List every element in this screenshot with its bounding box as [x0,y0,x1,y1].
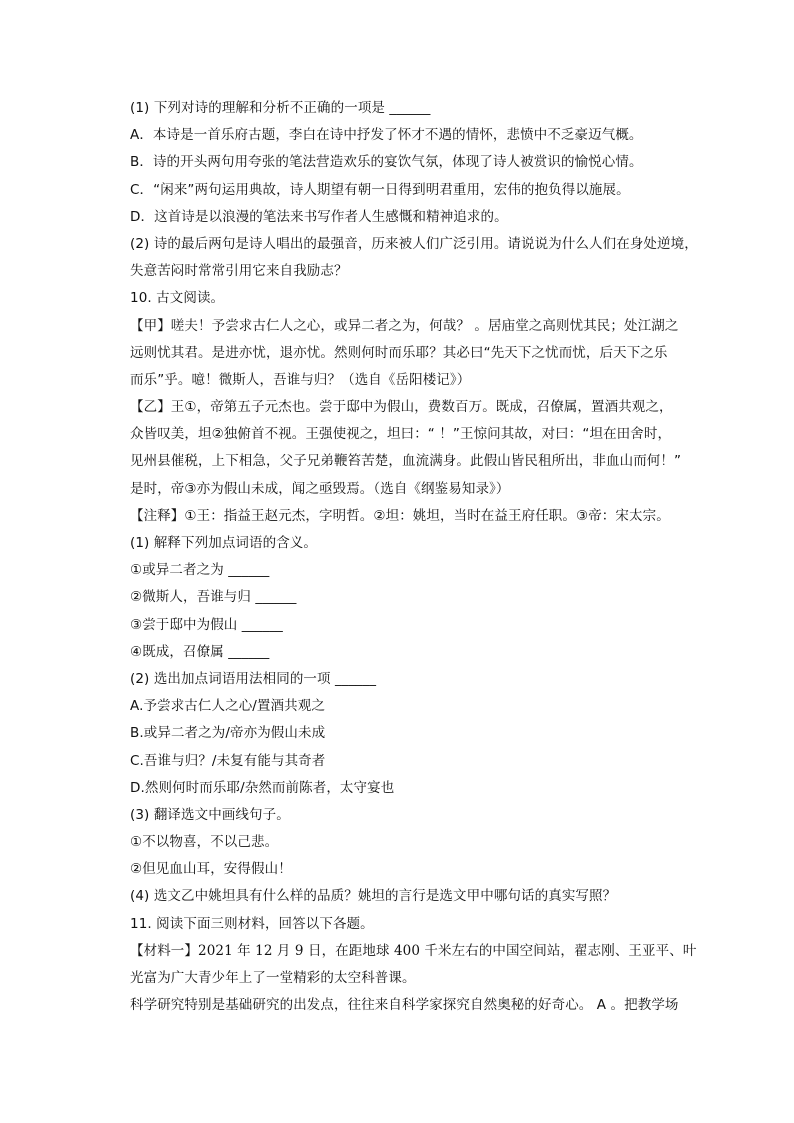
question-10-3-prompt: (3) 翻译选文中画线句子。 [130,806,290,823]
question-10-1-item-4: ④既成，召僚属 ______ [130,643,270,660]
passage-jia-line-2: 远则忧其君。是进亦忧，退亦忧。然则何时而乐耶？其必曰“先天下之忧而忧，后天下之乐 [130,344,668,361]
document-page [130,95,698,1019]
question-10-2-option-a: A.予尝求古仁人之心/置酒共观之 [130,698,325,715]
question-10-heading: 10. 古文阅读。 [130,290,225,307]
passage-yi-line-2: 众皆叹美，坦②独俯首不视。王强使视之，坦曰：“ ！”王惊问其故，对曰：“坦在田舍时， [130,426,672,443]
passage-jia-line-3: 而乐”乎。噫！微斯人，吾谁与归？（选自《岳阳楼记》） [130,371,471,388]
question-10-3-item-1: ①不以物喜，不以己悲。 [130,834,279,851]
passage-yi-line-1: 【乙】王①，帝第五子元杰也。尝于邸中为假山，费数百万。既成，召僚属，置酒共观之， [130,399,673,416]
option-b: B．诗的开头两句用夸张的笔法营造欢乐的宴饮气氛，体现了诗人被赏识的愉悦心情。 [130,154,643,171]
material-1-line-1: 【材料一】2021 年 12 月 9 日，在距地球 400 千米左右的中国空间站，翟志刚、王亚平、叶 [130,942,697,959]
question-10-2-option-b: B.或异二者之为/帝亦为假山未成 [130,725,326,742]
option-d: D．这首诗是以浪漫的笔法来书写作者人生感慨和精神追求的。 [130,208,508,225]
question-10-2-option-c: C.吾谁与归？/未复有能与其奇者 [130,752,326,769]
question-10-1-item-1: ①或异二者之为 ______ [130,562,270,579]
question-10-3-item-2: ②但见血山耳，安得假山！ [130,861,292,878]
question-10-1-item-2: ②微斯人，吾谁与归 ______ [130,589,297,606]
question-10-2-prompt: (2) 选出加点词语用法相同的一项 ______ [130,670,377,687]
question-10-1-prompt: (1) 解释下列加点词语的含义。 [130,535,318,551]
question-10-4-prompt: (4) 选文乙中姚坦具有什么样的品质？姚坦的言行是选文甲中哪句话的真实写照？ [130,888,617,905]
question-9-2-line-2: 失意苦闷时常常引用它来自我励志？ [130,263,348,280]
question-10-1-item-3: ③尝于邸中为假山 ______ [130,616,283,633]
passage-jia-line-1: 【甲】嗟夫！予尝求古仁人之心，或异二者之为，何哉？ 。居庙堂之高则忧其民；处江湖之 [130,317,679,334]
option-a: A．本诗是一首乐府古题，李白在诗中抒发了怀才不遇的情怀，悲愤中不乏豪迈气概。 [130,127,643,144]
question-9-1-prompt: (1) 下列对诗的理解和分析不正确的一项是 ______ [130,100,431,116]
passage-yi-line-3: 见州县催税，上下相急，父子兄弟鞭笞苦楚，血流满身。此假山皆民租所出，非血山而何！” [130,453,682,470]
option-c: C．“闲来”两句运用典故，诗人期望有朝一日得到明君重用，宏伟的抱负得以施展。 [130,181,630,198]
question-9-2-line-1: (2) 诗的最后两句是诗人唱出的最强音，历来被人们广泛引用。请说说为什么人们在身处逆境， [130,235,698,252]
material-1-line-3: 科学研究特别是基础研究的出发点，往往来自科学家探究自然奥秘的好奇心。 A 。把教学场 [130,997,679,1014]
passage-yi-line-4: 是时，帝③亦为假山未成，闻之亟毁焉。（选自《纲鉴易知录》） [130,480,510,497]
annotation: 【注释】①王：指益王赵元杰，字明哲。②坦：姚坦，当时在益王府任职。③帝：宋太宗。 [130,507,670,524]
material-1-line-2: 光富为广大青少年上了一堂精彩的太空科普课。 [130,970,416,986]
question-11-heading: 11. 阅读下面三则材料，回答以下各题。 [130,915,374,932]
question-10-2-option-d: D.然则何时而乐耶/杂然而前陈者，太守宴也 [130,779,395,796]
